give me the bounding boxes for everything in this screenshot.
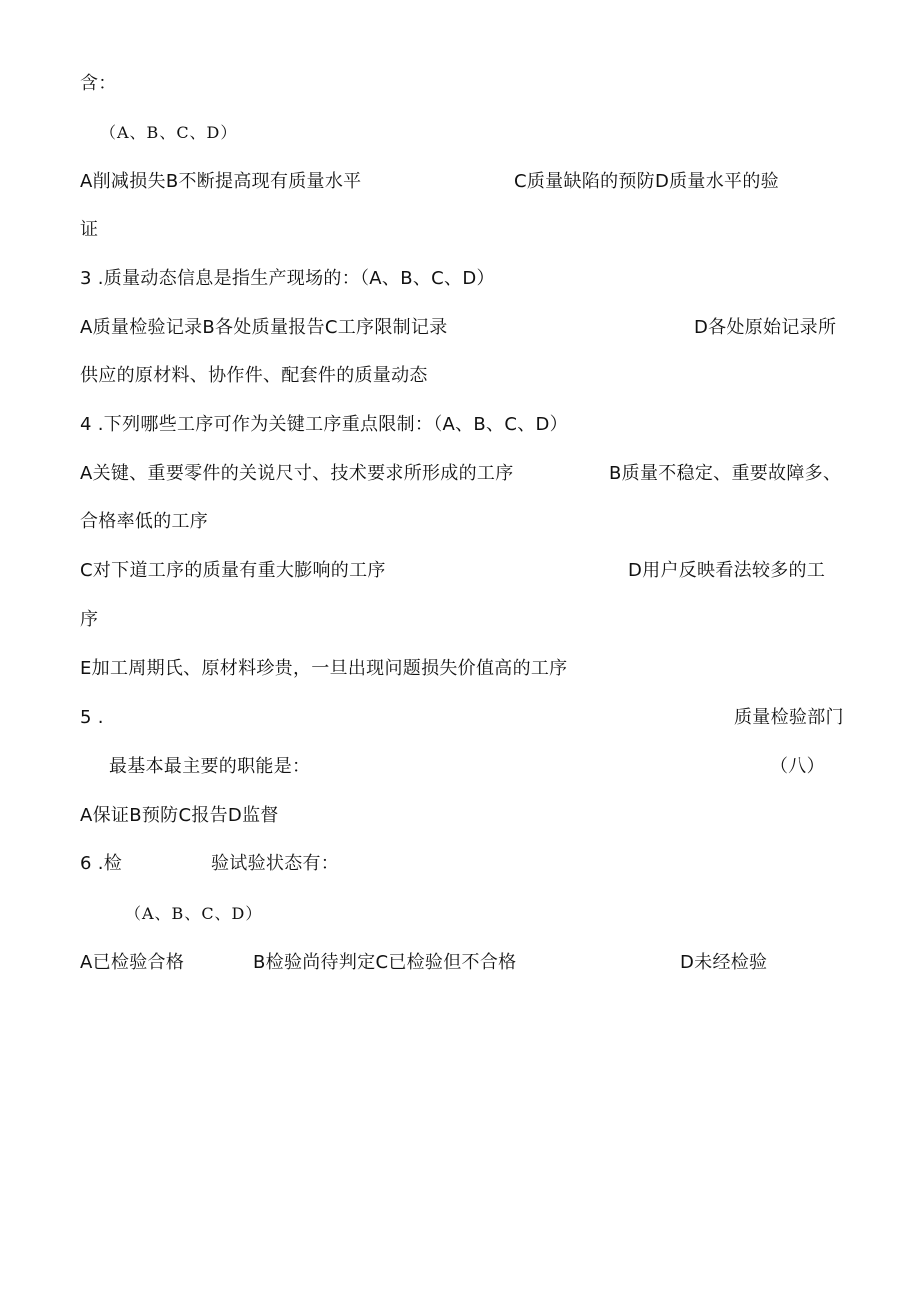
q4-option-c: C对下道工序的质量有重大膨响的工序 [80, 560, 386, 581]
q3-stem: 3 .质量动态信息是指生产现场的：（A、B、C、D） [80, 268, 495, 289]
q5-stem: 最基本最主要的职能是： [109, 756, 311, 777]
q6-option-a: A已检验合格 [80, 952, 185, 973]
q6-options-bc: B检验尚待判定C已检验但不合格 [253, 952, 517, 973]
q3-options-abc: A质量检验记录B各处质量报告C工序限制记录 [80, 317, 448, 338]
q4-option-b-continuation: 合格率低的工序 [80, 511, 209, 532]
q2-options-cd: C质量缺陷的预防D质量水平的验 [514, 171, 779, 192]
q5-stem-right: 质量检验部门 [734, 707, 844, 728]
q4-option-b: B质量不稳定、重要故障多、 [609, 463, 842, 484]
q5-number: 5 . [80, 707, 104, 728]
q6-stem: 验试验状态有： [211, 853, 340, 874]
q2-options-continuation: 证 [80, 219, 99, 240]
q6-number: 6 .检 [80, 853, 123, 874]
q4-option-d-continuation: 序 [80, 609, 99, 630]
q4-option-a: A关键、重要零件的关说尺寸、技术要求所形成的工序 [80, 463, 514, 484]
q4-stem: 4 .下列哪些工序可作为关键工序重点限制：（A、B、C、D） [80, 414, 568, 435]
q6-option-d: D未经检验 [680, 952, 768, 973]
q5-options: A保证B预防C报告D监督 [80, 805, 279, 826]
q5-answer: （八） [770, 756, 825, 777]
q4-option-d: D用户反映看法较多的工 [628, 560, 826, 581]
q6-answer: （A、B、C、D） [125, 904, 263, 923]
q1-answer: （A、B、C、D） [100, 123, 238, 142]
q3-option-d: D各处原始记录所 [694, 317, 837, 338]
q2-options-ab: A削减损失B不断提高现有质量水平 [80, 171, 362, 192]
q4-option-e: E加工周期氏、原材料珍贵，一旦出现问题损失价值高的工序 [80, 658, 568, 679]
q3-options-continuation: 供应的原材料、协作件、配套件的质量动态 [80, 365, 428, 386]
q1-stem-continuation: 含： [80, 73, 117, 94]
